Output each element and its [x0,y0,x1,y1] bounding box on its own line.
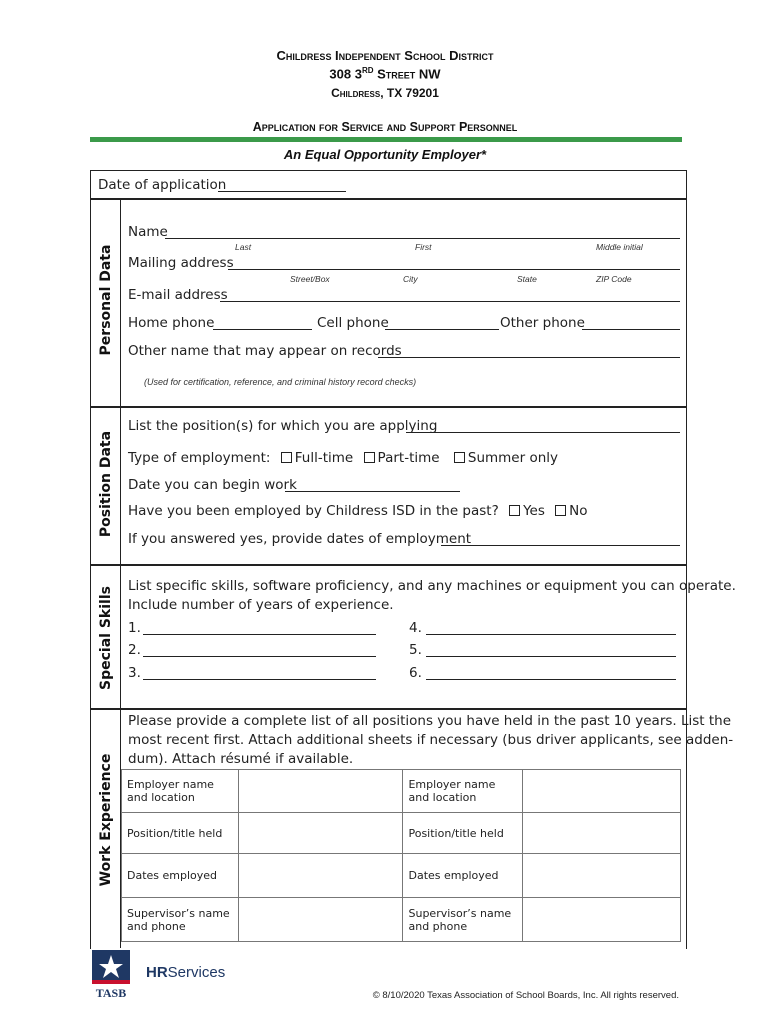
employed-before-row [128,503,588,519]
district-name: Childress Independent School District [276,48,494,63]
position-title-label: Position/title held [403,813,523,854]
positions-applying-label: List the position(s) for which you are applying [128,418,438,434]
other-phone-field[interactable] [582,329,680,330]
skill-4-number: 4. [409,620,422,636]
hr-text: HR [146,964,168,981]
supervisor-label: Supervisor’s name and phone [122,898,239,942]
skills-instruction-1: List specific skills, software proficiency, and any machines or equipment you can operate. [128,578,736,594]
tasb-logo-text: TASB [95,986,127,1000]
skill-6-number: 6. [409,665,422,681]
table-row [122,898,681,942]
supervisor-field[interactable] [238,898,403,942]
employed-before-label: Have you been employed by Childress ISD in the past? [128,503,499,519]
begin-work-label: Date you can begin work [128,477,297,493]
header-rule [90,137,682,142]
position-title-field[interactable] [238,813,403,854]
state-hint: State [517,274,537,284]
skill-2-number: 2. [128,642,141,658]
cell-phone-label: Cell phone [317,315,389,331]
personal-data-label: Personal Data [98,244,114,356]
positions-applying-field[interactable] [406,432,680,433]
dates-employed-field[interactable] [523,854,681,898]
position-title-field[interactable] [523,813,681,854]
district-city: Childress, TX 79201 [331,86,439,100]
position-data-divider [120,406,121,564]
name-last-hint: Last [235,242,252,252]
records-note: (Used for certification, reference, and criminal history record checks) [144,377,417,387]
copyright-notice: © 8/10/2020 Texas Association of School Boards, Inc. All rights reserved. [372,990,679,1001]
supervisor-label: Supervisor’s name and phone [403,898,523,942]
yes-checkbox[interactable] [509,505,520,516]
tasb-logo [92,950,130,1002]
home-phone-field[interactable] [213,329,312,330]
skill-5-number: 5. [409,642,422,658]
street-hint: Street/Box [290,274,330,284]
table-row [122,813,681,854]
personal-data-divider [120,198,121,406]
table-row [122,770,681,813]
skill-5-field[interactable] [426,656,676,657]
employment-type-row [128,450,558,466]
no-checkbox[interactable] [555,505,566,516]
email-field[interactable] [220,301,680,302]
name-middle-hint: Middle initial [596,242,643,252]
position-title-label: Position/title held [122,813,239,854]
dates-employed-label: Dates employed [403,854,523,898]
other-name-label: Other name that may appear on records [128,343,402,359]
city-hint: City [403,274,418,284]
zip-hint: ZIP Code [596,274,632,284]
table-row [122,854,681,898]
part-time-checkbox[interactable] [364,452,375,463]
mailing-address-label: Mailing address [128,255,234,271]
no-label: No [569,503,588,519]
skill-6-field[interactable] [426,679,676,680]
summer-only-checkbox[interactable] [454,452,465,463]
work-instruction-2: most recent first. Attach additional sheets if necessary (bus driver applicants, see adden- [128,732,734,748]
dates-employed-field[interactable] [238,854,403,898]
other-phone-label: Other phone [500,315,585,331]
name-label: Name [128,224,168,240]
special-skills-divider [120,564,121,708]
work-experience-label: Work Experience [98,753,114,887]
employer-field[interactable] [238,770,403,813]
cell-phone-field[interactable] [385,329,499,330]
name-field[interactable] [165,238,680,239]
name-first-hint: First [415,242,432,252]
begin-work-field[interactable] [285,491,460,492]
yes-label: Yes [523,503,545,519]
date-of-application-field[interactable] [218,191,346,192]
special-skills-label: Special Skills [98,586,114,690]
summer-only-label: Summer only [467,450,559,466]
skill-1-number: 1. [128,620,141,636]
skill-3-field[interactable] [143,679,376,680]
work-instruction-3: dum). Attach résumé if available. [128,751,354,767]
provide-dates-field[interactable] [441,545,680,546]
eoe-subtitle: An Equal Opportunity Employer* [283,147,487,162]
part-time-label: Part-time [377,450,440,466]
employer-label: Employer name and location [403,770,523,813]
application-title: Application for Service and Support Personnel [252,120,518,134]
work-instruction-1: Please provide a complete list of all positions you have held in the past 10 years. List the [128,713,732,729]
mailing-address-field[interactable] [228,269,680,270]
skill-3-number: 3. [128,665,141,681]
dates-employed-label: Dates employed [122,854,239,898]
work-experience-table [121,769,681,942]
home-phone-label: Home phone [128,315,215,331]
position-data-label: Position Data [98,430,114,538]
provide-dates-label: If you answered yes, provide dates of employment [128,531,472,547]
full-time-checkbox[interactable] [281,452,292,463]
employer-field[interactable] [523,770,681,813]
employment-type-label: Type of employment: [128,450,271,466]
skills-instruction-2: Include number of years of experience. [128,597,394,613]
skill-2-field[interactable] [143,656,376,657]
district-street: 308 3RD Street NW [329,66,441,82]
email-label: E-mail address [128,287,228,303]
hr-services-wordmark [146,964,225,981]
skill-1-field[interactable] [143,634,376,635]
skill-4-field[interactable] [426,634,676,635]
other-name-field[interactable] [378,357,680,358]
services-text: Services [167,964,226,981]
employer-label: Employer name and location [122,770,239,813]
date-of-application-label: Date of application [98,177,227,193]
supervisor-field[interactable] [523,898,681,942]
full-time-label: Full-time [294,450,354,466]
